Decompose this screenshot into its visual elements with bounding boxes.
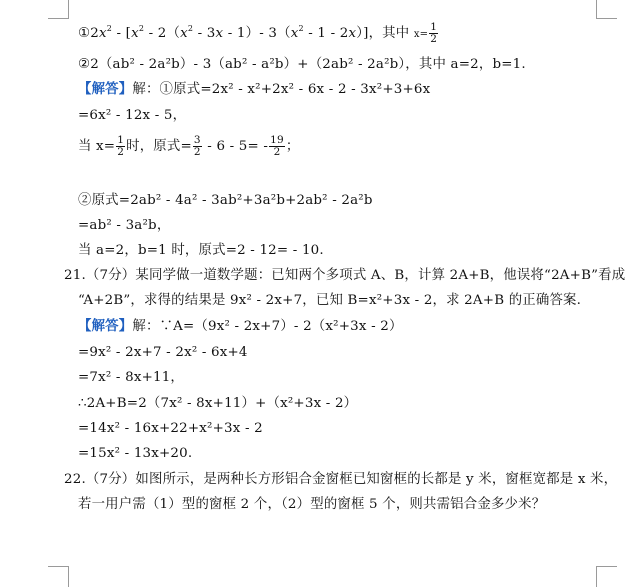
answer21-line1: 【解答】解：∵A=（9x² - 2x+7）- 2（x²+3x - 2） xyxy=(78,319,403,334)
answer21-line4: ∴2A+B=2（7x² - 8x+11）+（x²+3x - 2） xyxy=(78,396,358,411)
fraction-nineteen-halves: $\frac{19}{2}$ xyxy=(270,134,284,158)
fraction-one-half: $\frac{1}{2}$ xyxy=(117,134,125,158)
answer-tag: 【解答】 xyxy=(78,319,133,334)
fraction-three-halves: $\frac{3}{2}$ xyxy=(193,134,201,158)
answer21-line3: =7x² - 8x+11， xyxy=(78,370,185,385)
answer20-part1-line2: =6x² - 12x - 5， xyxy=(78,108,187,123)
answer20-part1-line3: 当 x= $\frac{1}{2}$ 时，原式= $\frac{3}{2}$ - 6 - 5= - $\frac{19}{2}$ ； xyxy=(78,134,300,158)
answer21-line2: =9x² - 2x+7 - 2x² - 6x+4 xyxy=(78,345,248,360)
answer20-part2-line1: ②原式=2ab² - 4a² - 3ab²+3a²b+2ab² - 2a²b xyxy=(78,193,373,208)
fraction-one-half: $\frac{1}{2}$ xyxy=(430,21,438,45)
answer21-line5: =14x² - 16x+22+x²+3x - 2 xyxy=(78,421,263,436)
problem21-question-line2: “A+2B”，求得的结果是 9x² - 2x+7，已知 B=x²+3x - 2，求 2A+B 的正确答案. xyxy=(78,293,582,308)
problem22-question-line1: 22.（7分）如图所示，是两种长方形铝合金窗框已知窗框的长都是 y 米，窗框宽都是 x 米， xyxy=(64,472,618,487)
problem22-question-line2: 若一用户需（1）型的窗框 2 个，（2）型的窗框 5 个，则共需铝合金多少米？ xyxy=(78,497,546,512)
answer21-line6: =15x² - 13x+20. xyxy=(78,446,193,461)
crop-mark-top-left xyxy=(48,0,69,19)
answer20-part2-line3: 当 a=2，b=1 时，原式=2 - 12= - 10. xyxy=(78,243,324,258)
problem21-question-line1: 21.（7分）某同学做一道数学题：已知两个多项式 A、B，计算 2A+B，他误将“2A+B”看成 xyxy=(64,268,626,283)
problem20-part2: ②2（ab² - 2a²b）- 3（ab² - a²b）+（2ab² - 2a²b），其中 a=2，b=1. xyxy=(78,57,526,72)
crop-mark-bottom-left xyxy=(48,566,69,587)
crop-mark-top-right xyxy=(596,0,617,19)
crop-mark-bottom-right xyxy=(596,566,617,587)
problem20-part1: $①2x^2 - [x^2 - 2(x^2 - 3x - 1)-$ $3(x^2 - 1 - 2x)$]，其中 x= $\frac{1}{2}$ xyxy=(78,21,438,45)
answer20-part1-line1: 【解答】解：①原式=2x² - x²+2x² - 6x - 2 - 3x²+3+6x xyxy=(78,82,431,97)
answer-tag: 【解答】 xyxy=(78,82,133,97)
answer20-part2-line2: =ab² - 3a²b， xyxy=(78,218,171,233)
